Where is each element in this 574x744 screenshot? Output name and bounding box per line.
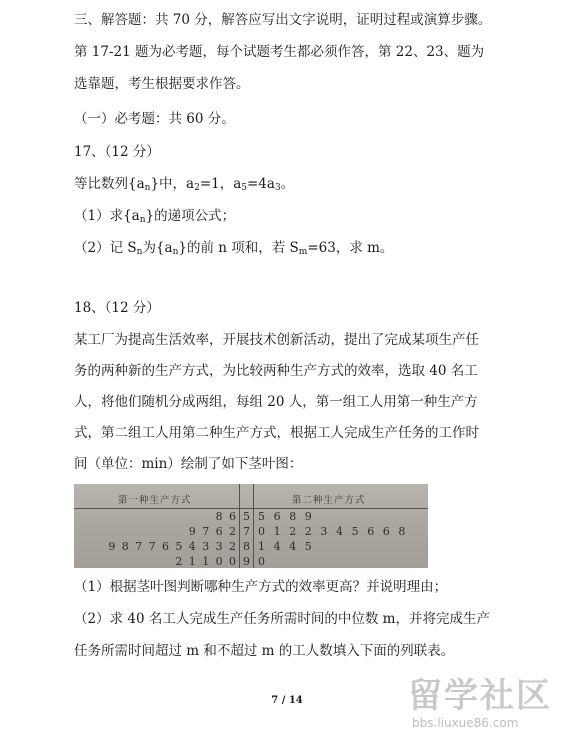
left-leaf: 2: [229, 525, 236, 538]
stem-leaf-row: [74, 525, 428, 539]
q18-text-1: 某工厂为提高生活效率，开展技术创新活动，提出了完成某项生产任: [74, 332, 479, 348]
left-leaf: 7: [135, 540, 143, 553]
stem-leaf-row: [74, 510, 428, 524]
right-leaf: 5: [258, 510, 265, 523]
left-leaf: 4: [188, 540, 196, 553]
right-leaf: 4: [289, 540, 297, 553]
stem-value: 9: [243, 555, 250, 568]
q18-text-3: 人，将他们随机分成两组，每组 20 人，第一组工人用第一种生产方: [74, 394, 478, 410]
right-leaf: 5: [351, 525, 359, 538]
left-leaf: 2: [229, 540, 236, 553]
right-leaf: 6: [367, 525, 375, 538]
left-leaf: 9: [108, 540, 116, 553]
q17-part1: （1）求$\{a_n\}$的递项公式；: [74, 208, 236, 225]
left-leaf: 1: [202, 555, 210, 568]
stem-leaf-figure: [74, 484, 428, 568]
right-leaf: 8: [398, 525, 406, 538]
instruction-line-1: 第 17-21 题为必考题，每个试题考生都必须作答，第 22、23、题为: [74, 44, 485, 60]
q17-heading: 17、（12 分）: [74, 144, 160, 160]
q17-statement: 等比数列$\{a_n\}$中，$a_2=1$，$a_5=4a_3$。: [74, 176, 295, 193]
stem-leaf-row: [74, 540, 428, 554]
q18-part2-line2: 任务所需时间超过 m 和不超过 m 的工人数填入下面的列联表。: [74, 643, 455, 659]
right-leaf: 8: [289, 510, 297, 523]
right-leaf: 4: [336, 525, 343, 538]
left-leaf: 3: [202, 540, 210, 553]
right-leaf: 5: [304, 540, 312, 553]
right-leaf: 1: [258, 540, 265, 553]
right-leaf: 0: [258, 555, 265, 568]
left-leaf: 1: [188, 555, 196, 568]
left-leaf: 7: [202, 525, 210, 538]
q18-part1: （1）根据茎叶图判断哪种生产方式的效率更高？并说明理由；: [74, 579, 448, 595]
left-leaf: 0: [229, 555, 236, 568]
watermark-url: bbs.liuxue86.com: [412, 716, 519, 730]
stem-value: 7: [243, 525, 250, 538]
q18-text-4: 式，第二组工人用第二种生产方式，根据工人完成生产任务的工作时: [74, 425, 479, 441]
q17-part2: （2）记 $S_n$为$\{a_n\}$的前 n 项和，若 $S_m=63$，求 m。: [74, 240, 394, 257]
left-leaf: 6: [229, 510, 236, 523]
left-leaf: 8: [215, 510, 223, 523]
right-leaf: 6: [382, 525, 390, 538]
q18-part2-line1: （2）求 40 名工人完成生产任务所需时间的中位数 m，并将完成生产: [74, 611, 490, 627]
q18-text-2: 务的两种新的生产方式，为比较两种生产方式的效率，选取 40 名工: [74, 363, 478, 379]
section-heading: 三、解答题：共 70 分，解答应写出文字说明，证明过程或演算步骤。: [74, 12, 492, 28]
right-leaf: 9: [304, 510, 312, 523]
left-leaf: 2: [175, 555, 183, 568]
left-leaf: 5: [175, 540, 183, 553]
right-leaf: 6: [273, 510, 281, 523]
stem-value: 8: [243, 540, 250, 553]
left-leaf: 6: [162, 540, 169, 553]
left-group-header: 第一种生产方式: [118, 495, 192, 506]
header-rule: [74, 508, 428, 509]
left-leaf: 0: [215, 555, 223, 568]
left-leaf: 7: [148, 540, 156, 553]
right-leaf: 4: [273, 540, 281, 553]
right-leaf: 2: [304, 525, 312, 538]
q18-heading: 18、（12 分）: [74, 300, 160, 316]
right-leaf: 2: [289, 525, 297, 538]
left-leaf: 6: [215, 525, 223, 538]
page-number: 7 / 14: [271, 695, 303, 706]
right-group-header: 第二种生产方式: [292, 495, 366, 506]
left-leaf: 3: [215, 540, 223, 553]
stem-value: 5: [243, 510, 250, 523]
left-leaf: 9: [188, 525, 196, 538]
required-section-heading: （一）必考题：共 60 分。: [74, 111, 235, 127]
stem-leaf-row: [74, 555, 428, 568]
q18-text-5: 间（单位：min）绘制了如下茎叶图：: [74, 456, 303, 472]
right-leaf: 0: [258, 525, 265, 538]
left-leaf: 8: [121, 540, 129, 553]
instruction-line-2: 选靠题，考生根据要求作答。: [74, 76, 250, 92]
right-leaf: 3: [320, 525, 328, 538]
watermark-logo: 留学社区: [408, 676, 552, 716]
right-leaf: 1: [273, 525, 281, 538]
